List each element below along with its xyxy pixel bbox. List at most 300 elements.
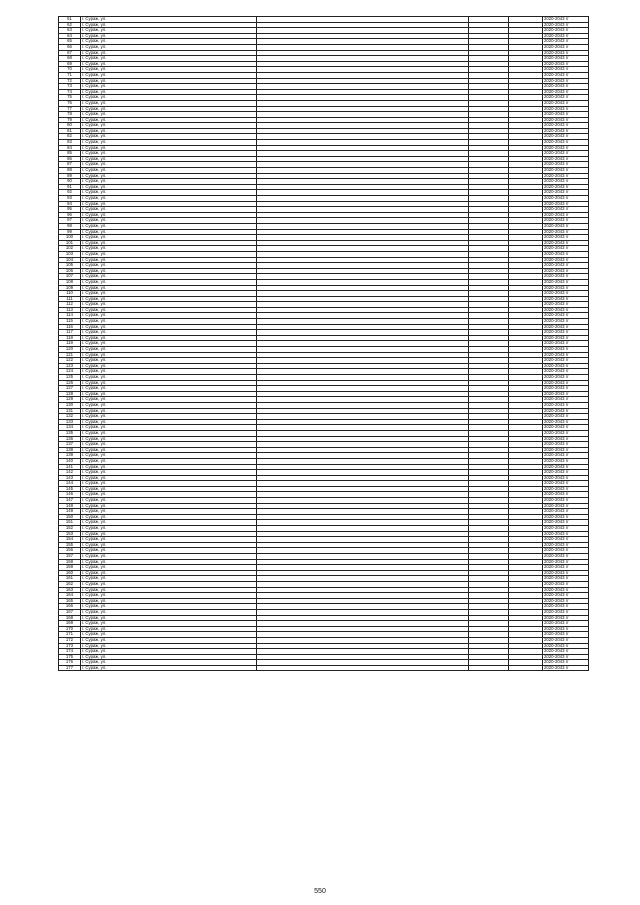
address-cell: г. Сураж, ул. xyxy=(81,509,257,515)
period-cell: 2020-2043 гг xyxy=(543,257,589,263)
period-cell: 2020-2043 гг xyxy=(543,347,589,353)
row-number: 75 xyxy=(59,95,81,101)
row-number: 174 xyxy=(59,649,81,655)
period-cell: 2020-2043 гг xyxy=(543,593,589,599)
period-cell: 2020-2043 гг xyxy=(543,28,589,34)
address-cell: г. Сураж, ул. xyxy=(81,375,257,381)
period-cell: 2020-2043 гг xyxy=(543,207,589,213)
register-table xyxy=(58,16,589,671)
row-number: 144 xyxy=(59,481,81,487)
address-cell: г. Сураж, ул. xyxy=(81,621,257,627)
page-number: 550 xyxy=(314,888,326,895)
row-number: 111 xyxy=(59,296,81,302)
row-number: 112 xyxy=(59,302,81,308)
address-cell: г. Сураж, ул. xyxy=(81,196,257,202)
period-cell: 2020-2043 гг xyxy=(543,112,589,118)
period-cell: 2020-2043 гг xyxy=(543,39,589,45)
row-number: 169 xyxy=(59,621,81,627)
row-number: 62 xyxy=(59,22,81,28)
address-cell: г. Сураж, ул. xyxy=(81,151,257,157)
row-number: 164 xyxy=(59,593,81,599)
row-number: 172 xyxy=(59,637,81,643)
period-cell: 2020-2043 гг xyxy=(543,324,589,330)
address-cell: г. Сураж, ул. xyxy=(81,72,257,78)
period-cell: 2020-2043 гг xyxy=(543,665,589,671)
row-number: 94 xyxy=(59,201,81,207)
period-cell: 2020-2043 гг xyxy=(543,430,589,436)
period-cell: 2020-2043 гг xyxy=(543,498,589,504)
row-number: 105 xyxy=(59,263,81,269)
period-cell: 2020-2043 гг xyxy=(543,509,589,515)
row-number: 158 xyxy=(59,559,81,565)
period-cell: 2020-2043 гг xyxy=(543,218,589,224)
address-cell: г. Сураж, ул. xyxy=(81,554,257,560)
row-number: 108 xyxy=(59,279,81,285)
period-cell: 2020-2043 гг xyxy=(543,369,589,375)
period-cell: 2020-2043 гг xyxy=(543,637,589,643)
period-cell: 2020-2043 гг xyxy=(543,84,589,90)
row-number: 102 xyxy=(59,246,81,252)
address-cell: г. Сураж, ул. xyxy=(81,100,257,106)
period-cell: 2020-2043 гг xyxy=(543,95,589,101)
address-cell: г. Сураж, ул. xyxy=(81,576,257,582)
address-cell: г. Сураж, ул. xyxy=(81,615,257,621)
period-cell: 2020-2043 гг xyxy=(543,386,589,392)
period-cell: 2020-2043 гг xyxy=(543,263,589,269)
period-cell: 2020-2043 гг xyxy=(543,526,589,532)
row-number: 100 xyxy=(59,235,81,241)
address-cell: г. Сураж, ул. xyxy=(81,503,257,509)
address-cell: г. Сураж, ул. xyxy=(81,319,257,325)
address-cell: г. Сураж, ул. xyxy=(81,61,257,67)
address-cell: г. Сураж, ул. xyxy=(81,140,257,146)
period-cell: 2020-2043 гг xyxy=(543,537,589,543)
period-cell: 2020-2043 гг xyxy=(543,89,589,95)
address-cell: г. Сураж, ул. xyxy=(81,526,257,532)
period-cell: 2020-2043 гг xyxy=(543,559,589,565)
address-cell: г. Сураж, ул. xyxy=(81,643,257,649)
row-number: 133 xyxy=(59,419,81,425)
address-cell: г. Сураж, ул. xyxy=(81,442,257,448)
row-number: 97 xyxy=(59,218,81,224)
address-cell: г. Сураж, ул. xyxy=(81,475,257,481)
period-cell: 2020-2043 гг xyxy=(543,352,589,358)
address-cell: г. Сураж, ул. xyxy=(81,425,257,431)
row-number: 114 xyxy=(59,313,81,319)
address-cell: г. Сураж, ул. xyxy=(81,291,257,297)
period-cell: 2020-2043 гг xyxy=(543,581,589,587)
address-cell: г. Сураж, ул. xyxy=(81,240,257,246)
row-number: 166 xyxy=(59,604,81,610)
address-cell: г. Сураж, ул. xyxy=(81,453,257,459)
row-number: 83 xyxy=(59,140,81,146)
period-cell: 2020-2043 гг xyxy=(543,391,589,397)
address-cell: г. Сураж, ул. xyxy=(81,531,257,537)
address-cell: г. Сураж, ул. xyxy=(81,537,257,543)
address-cell: г. Сураж, ул. xyxy=(81,285,257,291)
address-cell: г. Сураж, ул. xyxy=(81,447,257,453)
address-cell: г. Сураж, ул. xyxy=(81,67,257,73)
row-number: 157 xyxy=(59,554,81,560)
period-cell: 2020-2043 гг xyxy=(543,22,589,28)
row-number: 72 xyxy=(59,78,81,84)
address-cell: г. Сураж, ул. xyxy=(81,408,257,414)
row-number: 145 xyxy=(59,486,81,492)
row-number: 125 xyxy=(59,375,81,381)
row-number: 167 xyxy=(59,609,81,615)
period-cell: 2020-2043 гг xyxy=(543,44,589,50)
period-cell: 2020-2043 гг xyxy=(543,56,589,62)
period-cell: 2020-2043 гг xyxy=(543,604,589,610)
address-cell: г. Сураж, ул. xyxy=(81,514,257,520)
period-cell: 2020-2043 гг xyxy=(543,492,589,498)
period-cell: 2020-2043 гг xyxy=(543,190,589,196)
row-number: 176 xyxy=(59,660,81,666)
year-built-cell xyxy=(469,665,509,671)
period-cell: 2020-2043 гг xyxy=(543,531,589,537)
period-cell: 2020-2043 гг xyxy=(543,481,589,487)
row-number: 93 xyxy=(59,196,81,202)
row-number: 95 xyxy=(59,207,81,213)
period-cell: 2020-2043 гг xyxy=(543,78,589,84)
period-cell: 2020-2043 гг xyxy=(543,179,589,185)
row-number: 81 xyxy=(59,128,81,134)
period-cell: 2020-2043 гг xyxy=(543,240,589,246)
period-cell: 2020-2043 гг xyxy=(543,291,589,297)
row-number: 139 xyxy=(59,453,81,459)
period-cell: 2020-2043 гг xyxy=(543,268,589,274)
period-cell: 2020-2043 гг xyxy=(543,626,589,632)
period-cell: 2020-2043 гг xyxy=(543,307,589,313)
row-number: 170 xyxy=(59,626,81,632)
row-number: 115 xyxy=(59,319,81,325)
period-cell: 2020-2043 гг xyxy=(543,542,589,548)
period-cell: 2020-2043 гг xyxy=(543,246,589,252)
row-number: 155 xyxy=(59,542,81,548)
address-cell: г. Сураж, ул. xyxy=(81,430,257,436)
address-cell: г. Сураж, ул. xyxy=(81,134,257,140)
address-cell: г. Сураж, ул. xyxy=(81,179,257,185)
address-cell: г. Сураж, ул. xyxy=(81,296,257,302)
period-cell: 2020-2043 гг xyxy=(543,632,589,638)
period-cell: 2020-2043 гг xyxy=(543,570,589,576)
period-cell: 2020-2043 гг xyxy=(543,201,589,207)
address-cell: г. Сураж, ул. xyxy=(81,397,257,403)
row-number: 152 xyxy=(59,526,81,532)
row-number: 162 xyxy=(59,581,81,587)
row-number: 88 xyxy=(59,168,81,174)
row-number: 142 xyxy=(59,470,81,476)
period-cell: 2020-2043 гг xyxy=(543,72,589,78)
row-number: 107 xyxy=(59,274,81,280)
row-number: 71 xyxy=(59,72,81,78)
table-row xyxy=(59,665,589,671)
row-number: 140 xyxy=(59,458,81,464)
period-cell: 2020-2043 гг xyxy=(543,173,589,179)
address-cell: г. Сураж, ул. xyxy=(81,28,257,34)
period-cell: 2020-2043 гг xyxy=(543,279,589,285)
row-number: 119 xyxy=(59,341,81,347)
address-cell: г. Сураж, ул. xyxy=(81,587,257,593)
row-number: 127 xyxy=(59,386,81,392)
row-number: 67 xyxy=(59,50,81,56)
period-cell: 2020-2043 гг xyxy=(543,475,589,481)
row-number: 101 xyxy=(59,240,81,246)
period-cell: 2020-2043 гг xyxy=(543,414,589,420)
row-number: 65 xyxy=(59,39,81,45)
address-cell: г. Сураж, ул. xyxy=(81,570,257,576)
period-cell: 2020-2043 гг xyxy=(543,486,589,492)
address-cell: г. Сураж, ул. xyxy=(81,565,257,571)
row-number: 64 xyxy=(59,33,81,39)
row-number: 161 xyxy=(59,576,81,582)
period-cell: 2020-2043 гг xyxy=(543,598,589,604)
period-cell: 2020-2043 гг xyxy=(543,61,589,67)
works-cell xyxy=(257,665,469,671)
row-number: 123 xyxy=(59,363,81,369)
period-cell: 2020-2043 гг xyxy=(543,296,589,302)
address-cell: г. Сураж, ул. xyxy=(81,470,257,476)
period-cell: 2020-2043 гг xyxy=(543,274,589,280)
row-number: 131 xyxy=(59,408,81,414)
row-number: 137 xyxy=(59,442,81,448)
row-number: 87 xyxy=(59,162,81,168)
address-cell: г. Сураж, ул. xyxy=(81,84,257,90)
row-number: 168 xyxy=(59,615,81,621)
period-cell: 2020-2043 гг xyxy=(543,341,589,347)
address-cell: г. Сураж, ул. xyxy=(81,352,257,358)
row-number: 79 xyxy=(59,117,81,123)
period-cell: 2020-2043 гг xyxy=(543,117,589,123)
row-number: 135 xyxy=(59,430,81,436)
address-cell: г. Сураж, ул. xyxy=(81,458,257,464)
address-cell: г. Сураж, ул. xyxy=(81,246,257,252)
row-number: 103 xyxy=(59,251,81,257)
address-cell: г. Сураж, ул. xyxy=(81,218,257,224)
address-cell: г. Сураж, ул. xyxy=(81,268,257,274)
row-number: 163 xyxy=(59,587,81,593)
period-cell: 2020-2043 гг xyxy=(543,168,589,174)
address-cell: г. Сураж, ул. xyxy=(81,235,257,241)
row-number: 113 xyxy=(59,307,81,313)
row-number: 120 xyxy=(59,347,81,353)
period-cell: 2020-2043 гг xyxy=(543,313,589,319)
address-cell: г. Сураж, ул. xyxy=(81,542,257,548)
address-cell: г. Сураж, ул. xyxy=(81,464,257,470)
row-number: 106 xyxy=(59,268,81,274)
period-cell: 2020-2043 гг xyxy=(543,145,589,151)
last-repair-cell xyxy=(509,665,543,671)
period-cell: 2020-2043 гг xyxy=(543,212,589,218)
period-cell: 2020-2043 гг xyxy=(543,330,589,336)
row-number: 90 xyxy=(59,179,81,185)
period-cell: 2020-2043 гг xyxy=(543,615,589,621)
address-cell: г. Сураж, ул. xyxy=(81,637,257,643)
address-cell: г. Сураж, ул. xyxy=(81,559,257,565)
period-cell: 2020-2043 гг xyxy=(543,554,589,560)
address-cell: г. Сураж, ул. xyxy=(81,414,257,420)
address-cell: г. Сураж, ул. xyxy=(81,654,257,660)
period-cell: 2020-2043 гг xyxy=(543,654,589,660)
address-cell: г. Сураж, ул. xyxy=(81,604,257,610)
period-cell: 2020-2043 гг xyxy=(543,50,589,56)
register-rows xyxy=(59,17,589,671)
address-cell: г. Сураж, ул. xyxy=(81,581,257,587)
row-number: 177 xyxy=(59,665,81,671)
row-number: 80 xyxy=(59,123,81,129)
period-cell: 2020-2043 гг xyxy=(543,442,589,448)
row-number: 84 xyxy=(59,145,81,151)
period-cell: 2020-2043 гг xyxy=(543,621,589,627)
address-cell: г. Сураж, ул. xyxy=(81,229,257,235)
row-number: 73 xyxy=(59,84,81,90)
period-cell: 2020-2043 гг xyxy=(543,235,589,241)
period-cell: 2020-2043 гг xyxy=(543,184,589,190)
row-number: 68 xyxy=(59,56,81,62)
period-cell: 2020-2043 гг xyxy=(543,503,589,509)
row-number: 175 xyxy=(59,654,81,660)
row-number: 98 xyxy=(59,223,81,229)
row-number: 89 xyxy=(59,173,81,179)
address-cell: г. Сураж, ул. xyxy=(81,665,257,671)
address-cell: г. Сураж, ул. xyxy=(81,78,257,84)
row-number: 63 xyxy=(59,28,81,34)
row-number: 78 xyxy=(59,112,81,118)
row-number: 99 xyxy=(59,229,81,235)
address-cell: г. Сураж, ул. xyxy=(81,251,257,257)
period-cell: 2020-2043 гг xyxy=(543,453,589,459)
row-number: 96 xyxy=(59,212,81,218)
address-cell: г. Сураж, ул. xyxy=(81,419,257,425)
period-cell: 2020-2043 гг xyxy=(543,319,589,325)
period-cell: 2020-2043 гг xyxy=(543,587,589,593)
address-cell: г. Сураж, ул. xyxy=(81,369,257,375)
period-cell: 2020-2043 гг xyxy=(543,358,589,364)
address-cell: г. Сураж, ул. xyxy=(81,128,257,134)
period-cell: 2020-2043 гг xyxy=(543,447,589,453)
period-cell: 2020-2043 гг xyxy=(543,106,589,112)
period-cell: 2020-2043 гг xyxy=(543,458,589,464)
address-cell: г. Сураж, ул. xyxy=(81,190,257,196)
period-cell: 2020-2043 гг xyxy=(543,17,589,23)
address-cell: г. Сураж, ул. xyxy=(81,632,257,638)
row-number: 134 xyxy=(59,425,81,431)
address-cell: г. Сураж, ул. xyxy=(81,341,257,347)
address-cell: г. Сураж, ул. xyxy=(81,498,257,504)
period-cell: 2020-2043 гг xyxy=(543,251,589,257)
address-cell: г. Сураж, ул. xyxy=(81,598,257,604)
address-cell: г. Сураж, ул. xyxy=(81,380,257,386)
address-cell: г. Сураж, ул. xyxy=(81,207,257,213)
address-cell: г. Сураж, ул. xyxy=(81,56,257,62)
period-cell: 2020-2043 гг xyxy=(543,425,589,431)
row-number: 128 xyxy=(59,391,81,397)
period-cell: 2020-2043 гг xyxy=(543,196,589,202)
address-cell: г. Сураж, ул. xyxy=(81,168,257,174)
period-cell: 2020-2043 гг xyxy=(543,514,589,520)
period-cell: 2020-2043 гг xyxy=(543,402,589,408)
period-cell: 2020-2043 гг xyxy=(543,375,589,381)
address-cell: г. Сураж, ул. xyxy=(81,274,257,280)
period-cell: 2020-2043 гг xyxy=(543,67,589,73)
row-number: 86 xyxy=(59,156,81,162)
row-number: 74 xyxy=(59,89,81,95)
address-cell: г. Сураж, ул. xyxy=(81,50,257,56)
row-number: 104 xyxy=(59,257,81,263)
period-cell: 2020-2043 гг xyxy=(543,229,589,235)
row-number: 117 xyxy=(59,330,81,336)
address-cell: г. Сураж, ул. xyxy=(81,106,257,112)
row-number: 165 xyxy=(59,598,81,604)
address-cell: г. Сураж, ул. xyxy=(81,660,257,666)
row-number: 118 xyxy=(59,335,81,341)
address-cell: г. Сураж, ул. xyxy=(81,302,257,308)
address-cell: г. Сураж, ул. xyxy=(81,313,257,319)
address-cell: г. Сураж, ул. xyxy=(81,123,257,129)
row-number: 126 xyxy=(59,380,81,386)
row-number: 109 xyxy=(59,285,81,291)
period-cell: 2020-2043 гг xyxy=(543,100,589,106)
row-number: 85 xyxy=(59,151,81,157)
period-cell: 2020-2043 гг xyxy=(543,335,589,341)
row-number: 82 xyxy=(59,134,81,140)
address-cell: г. Сураж, ул. xyxy=(81,263,257,269)
period-cell: 2020-2043 гг xyxy=(543,576,589,582)
period-cell: 2020-2043 гг xyxy=(543,565,589,571)
address-cell: г. Сураж, ул. xyxy=(81,363,257,369)
period-cell: 2020-2043 гг xyxy=(543,302,589,308)
row-number: 154 xyxy=(59,537,81,543)
row-number: 124 xyxy=(59,369,81,375)
row-number: 136 xyxy=(59,436,81,442)
address-cell: г. Сураж, ул. xyxy=(81,330,257,336)
address-cell: г. Сураж, ул. xyxy=(81,212,257,218)
address-cell: г. Сураж, ул. xyxy=(81,117,257,123)
period-cell: 2020-2043 гг xyxy=(543,33,589,39)
address-cell: г. Сураж, ул. xyxy=(81,156,257,162)
address-cell: г. Сураж, ул. xyxy=(81,33,257,39)
period-cell: 2020-2043 гг xyxy=(543,609,589,615)
address-cell: г. Сураж, ул. xyxy=(81,335,257,341)
row-number: 61 xyxy=(59,17,81,23)
period-cell: 2020-2043 гг xyxy=(543,151,589,157)
address-cell: г. Сураж, ул. xyxy=(81,593,257,599)
period-cell: 2020-2043 гг xyxy=(543,408,589,414)
row-number: 129 xyxy=(59,397,81,403)
period-cell: 2020-2043 гг xyxy=(543,660,589,666)
period-cell: 2020-2043 гг xyxy=(543,140,589,146)
address-cell: г. Сураж, ул. xyxy=(81,486,257,492)
period-cell: 2020-2043 гг xyxy=(543,363,589,369)
row-number: 147 xyxy=(59,498,81,504)
row-number: 91 xyxy=(59,184,81,190)
row-number: 77 xyxy=(59,106,81,112)
row-number: 150 xyxy=(59,514,81,520)
address-cell: г. Сураж, ул. xyxy=(81,649,257,655)
row-number: 146 xyxy=(59,492,81,498)
row-number: 116 xyxy=(59,324,81,330)
address-cell: г. Сураж, ул. xyxy=(81,520,257,526)
row-number: 159 xyxy=(59,565,81,571)
row-number: 70 xyxy=(59,67,81,73)
row-number: 110 xyxy=(59,291,81,297)
address-cell: г. Сураж, ул. xyxy=(81,626,257,632)
row-number: 66 xyxy=(59,44,81,50)
address-cell: г. Сураж, ул. xyxy=(81,257,257,263)
address-cell: г. Сураж, ул. xyxy=(81,201,257,207)
address-cell: г. Сураж, ул. xyxy=(81,386,257,392)
address-cell: г. Сураж, ул. xyxy=(81,95,257,101)
